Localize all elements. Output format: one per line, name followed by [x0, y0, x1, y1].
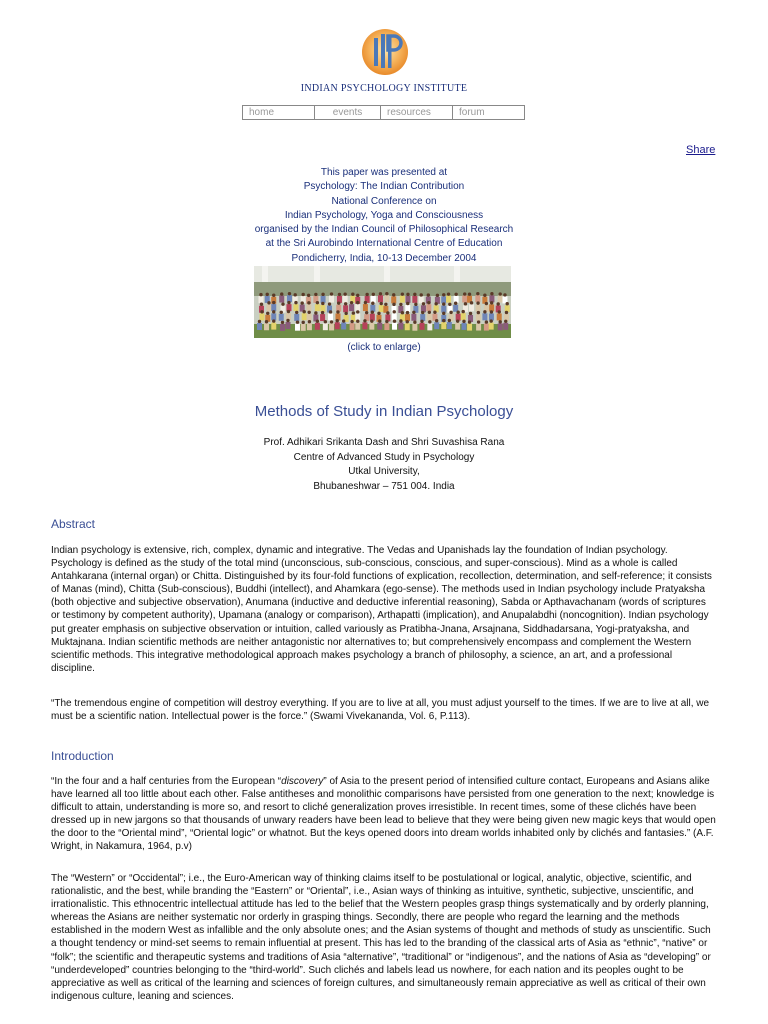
group-photo[interactable]	[254, 266, 511, 338]
intro-paragraph-2: The “Western” or “Occidental”; i.e., the Euro-American way of thinking claims itself to be postulational or logical, analytic, objective, scientific, and rationalistic, and the best, while branding the “Eastern” or “Oriental”, i.e., Asian ways of thinking as intuitive, synthetic, subjective, unscientific, and irrationalistic. This ethnocentric intellectual attitude has led to the belief that the Western peoples grasp things systematically and by orderly planning, whereas the Asians are neither systematic nor orderly in grasping things. Secondly, there are people who regard the learning and the methods established in the modern West as infallible and the only absolute ones; and the Asian systems of thought and methods of study as unscientific. Such a thought tendency or mind-set seems to remain influential at present. This has led to the branding of the classical arts of Asia as “ethnic”, “native” or “folk”; the scientific and therapeutic systems and traditions of Asia “alternative”, “traditional” or “indigenous”, and the nations of Asia as “developing” or “underdeveloped” countries belonging to the “third-world”. Such clichés and labels lead us nowhere, for each nation and its peoples ought to be appreciative as well as critical of the learning and sciences of foreign cultures, and simultaneously remain appreciative as well as critical of their own indigenous culture, leaning and sciences.	[51, 873, 711, 1002]
conference-line: Psychology: The Indian Contribution	[303, 181, 465, 193]
conference-info	[0, 166, 768, 266]
article-title: Methods of Study in Indian Psychology	[254, 403, 514, 420]
author-line: Prof. Adhikari Srikanta Dash and Shri Suvashisa Rana	[263, 437, 505, 448]
intro-emphasis: discovery	[281, 776, 324, 787]
abstract-paragraph: Indian psychology is extensive, rich, complex, dynamic and integrative. The Vedas and Upanishads lay the foundation of Indian psychology. Psychology is defined as the study of the total mind (unconscious, sub-conscious, conscious, and super-conscious). Mind as a whole is called Antahkarana (internal organ) or Chitta. Distinguished by its four-fold functions of explication, recollection, determination, and self-reference; it consists of Manas (mind), Chitta (Sub-conscious), Buddhi (intellect), and Ahamkara (ego-sense). The methods used in Indian psychology include Pratyaksha (both objective and subjective observation), Anumana (inductive and deductive inferential reasoning), Sabda or Apthavachanam (words of scriptures or testimony by competent authority), Upamana (analogy or comparison), Arthapatti (implication), and Anupalabdhi (noncognition). Indian psychology put greater emphasis on subjective observation or intuition, called variously as Pratibha-Jnana, Arsajnana, Siddhadarsana, Yogi-pratyaksha, and Muktajnana. Indian scientific methods are neither antagonistic nor alternatives to; but comprehensively encompass and complement the Western scientific methods. This integrative methodological approach makes psychology a branch of philosophy, a science, an art, and a professional discipline.	[51, 545, 712, 674]
intro-text: ” of Asia to the present period of intensified culture contact, Europeans and Asians alike have learned all too little about each other. False antitheses and monolithic comparisons have persisted from one generation to the next; knowledge is difficult to attain, understanding is more so, and resort to cliché generalization proves irresistible. In recent times, some of these clichés have been dressed up in new jargons so that thousands of unwary readers have been lead to believe that they were being given new magic keys that would open the door to the “Oriental mind”, “Oriental logic” or whatnot. But the keys opened doors into dream worlds inhabited only by clichés and fantasies.” (A.F. Wright, in Nakamura, 1964, p.v)	[51, 776, 716, 853]
conference-line: organised by the Indian Council of Philosophical Research	[254, 224, 514, 236]
abstract-heading: Abstract	[51, 517, 96, 531]
nav-resources[interactable]: resources	[381, 106, 453, 119]
conference-line: This paper was presented at	[320, 167, 448, 178]
introduction-heading: Introduction	[51, 749, 114, 763]
author-line: Bhubaneshwar – 751 004. India	[313, 480, 455, 492]
conference-line: Indian Psychology, Yoga and Consciousness	[284, 209, 484, 221]
institute-name: INDIAN PSYCHOLOGY INSTITUTE	[300, 83, 468, 94]
institute-logo[interactable]	[360, 26, 410, 78]
conference-line: at the Sri Aurobindo International Centre of Education	[265, 238, 503, 250]
author-line: Utkal University,	[348, 466, 420, 477]
main-nav	[242, 105, 525, 120]
quote-paragraph: “The tremendous engine of competition will destroy everything. If you are to live at all, you must adjust yourself to the times. If we are to live at all, we must be a scientific nation. Intellectual power is the force.” (Swami Vivekananda, Vol. 6, P.113).	[51, 698, 710, 723]
nav-forum[interactable]: forum	[459, 107, 485, 118]
share-link[interactable]: Share	[686, 144, 716, 156]
nav-home[interactable]: home	[243, 106, 315, 119]
enlarge-link[interactable]: (click to enlarge)	[347, 342, 421, 353]
intro-paragraph-1	[51, 775, 717, 854]
authors-block	[0, 436, 768, 494]
intro-text: “In the four and a half centuries from the European “	[51, 776, 282, 787]
author-line: Centre of Advanced Study in Psychology	[293, 451, 475, 463]
nav-events[interactable]: events	[315, 106, 381, 119]
conference-line: Pondicherry, India, 10-13 December 2004	[291, 252, 477, 264]
conference-line: National Conference on	[331, 195, 437, 207]
